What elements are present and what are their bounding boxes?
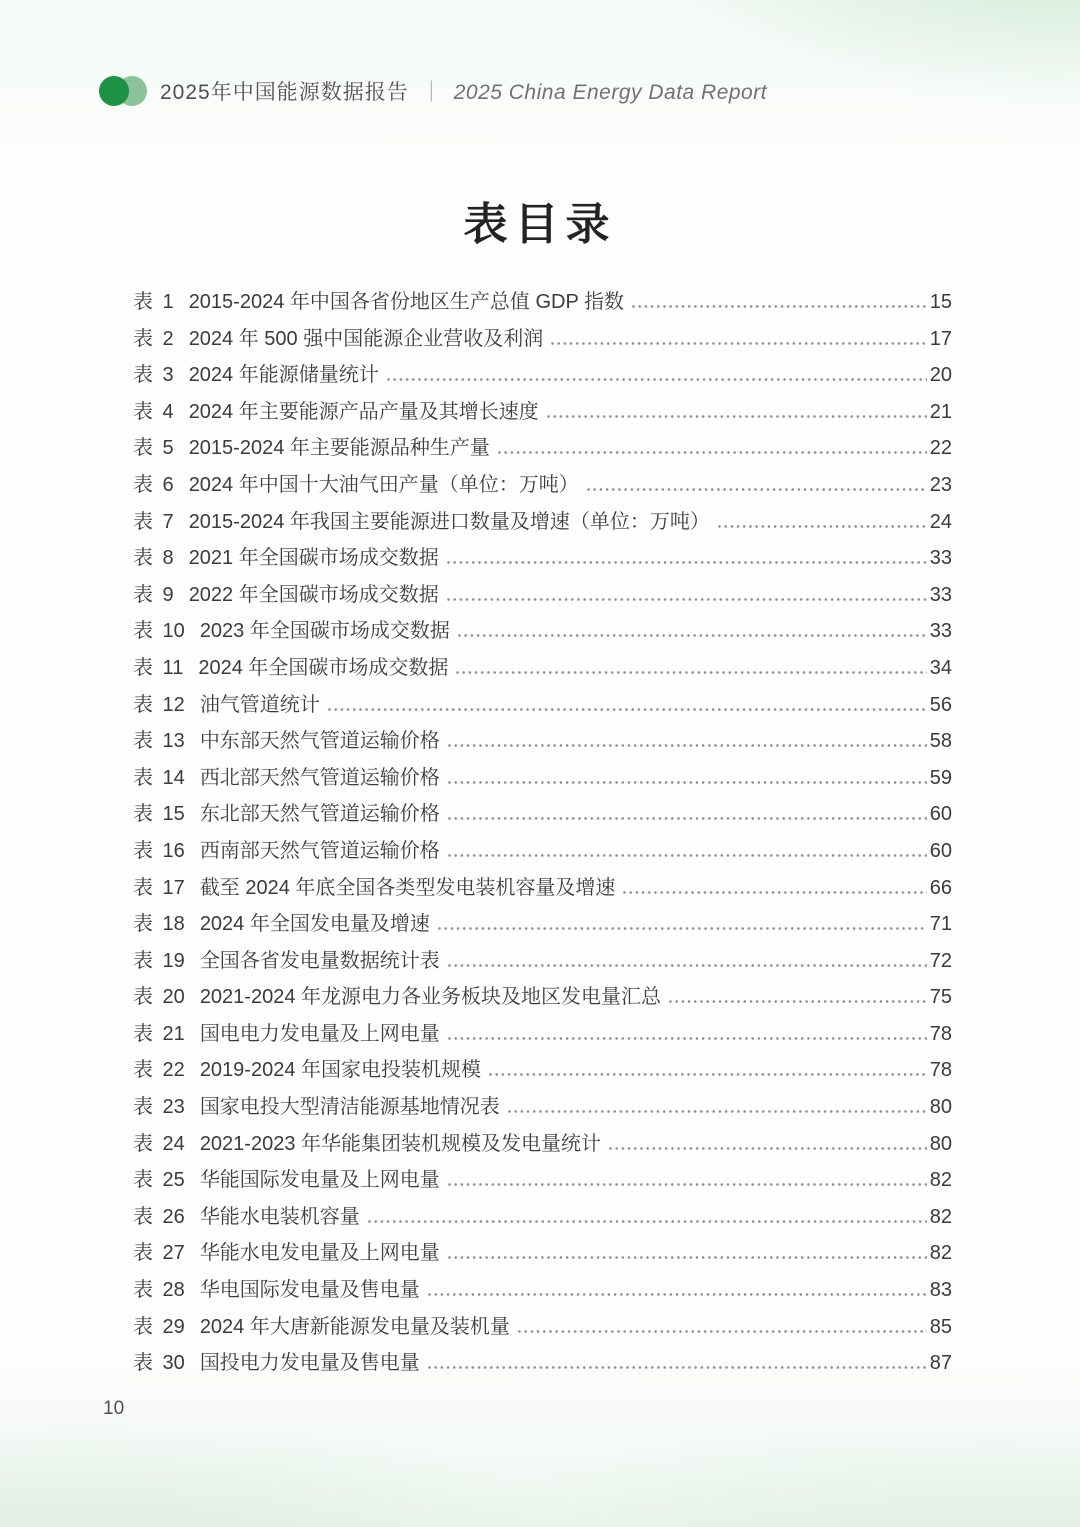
toc-entry-label: 表 21 xyxy=(133,1022,185,1045)
toc-entry-label: 表 22 xyxy=(133,1059,185,1082)
toc-entry-title: 2015-2024 年我国主要能源进口数量及增速（单位：万吨） xyxy=(188,510,710,533)
dot-leader xyxy=(458,634,927,637)
toc-entry xyxy=(133,687,952,724)
dot-leader xyxy=(609,1147,927,1150)
toc-entry-label: 表 5 xyxy=(133,437,174,460)
toc-entry xyxy=(133,540,952,577)
toc-entry-label: 表 27 xyxy=(133,1242,185,1265)
title-divider: ｜ xyxy=(420,81,442,104)
toc-entry-page-number: 66 xyxy=(929,876,952,899)
dot-leader xyxy=(387,378,927,381)
report-title-zh: 2025年中国能源数据报告 xyxy=(160,81,409,104)
toc-entry-title: 2021-2023 年华能集团装机规模及发电量统计 xyxy=(199,1132,602,1155)
dot-leader xyxy=(448,781,927,784)
toc-entry-title: 国投电力发电量及售电量 xyxy=(199,1352,420,1375)
toc-entry xyxy=(133,613,952,650)
toc-entry-title: 中东部天然气管道运输价格 xyxy=(199,730,440,753)
toc-entry xyxy=(133,943,952,980)
dot-leader xyxy=(428,1293,927,1296)
toc-entry-title: 全国各省发电量数据统计表 xyxy=(199,949,440,972)
toc-entry-label: 表 28 xyxy=(133,1279,185,1302)
toc-entry-page-number: 33 xyxy=(929,583,952,606)
dot-leader xyxy=(448,1037,927,1040)
toc-entry-page-number: 78 xyxy=(929,1022,952,1045)
toc-entry-label: 表 12 xyxy=(133,693,185,716)
dot-leader xyxy=(328,708,927,711)
page-header xyxy=(99,76,767,106)
toc-entry xyxy=(133,1016,952,1053)
toc-entry-page-number: 21 xyxy=(929,400,952,423)
toc-entry-page-number: 83 xyxy=(929,1279,952,1302)
toc-entry-page-number: 72 xyxy=(929,949,952,972)
toc-entry-title: 国电电力发电量及上网电量 xyxy=(199,1022,440,1045)
toc-entry xyxy=(133,1089,952,1126)
toc-entry-page-number: 80 xyxy=(929,1096,952,1119)
dot-leader xyxy=(447,561,927,564)
toc-entry-label: 表 18 xyxy=(133,913,185,936)
toc-entry-label: 表 30 xyxy=(133,1352,185,1375)
dot-leader xyxy=(448,964,927,967)
toc-entry-label: 表 26 xyxy=(133,1205,185,1228)
toc-entry xyxy=(133,1199,952,1236)
toc-entry xyxy=(133,321,952,358)
toc-entry xyxy=(133,430,952,467)
toc-entry-label: 表 19 xyxy=(133,949,185,972)
report-header-title xyxy=(160,76,767,106)
toc-entry-page-number: 23 xyxy=(929,473,952,496)
toc-entry-label: 表 13 xyxy=(133,730,185,753)
toc-entry xyxy=(133,504,952,541)
toc-entry-page-number: 60 xyxy=(929,839,952,862)
dot-leader xyxy=(448,744,927,747)
toc-entry-title: 西南部天然气管道运输价格 xyxy=(199,839,440,862)
toc-entry-label: 表 29 xyxy=(133,1315,185,1338)
toc-entry-title: 2024 年中国十大油气田产量（单位：万吨） xyxy=(188,473,579,496)
toc-entry xyxy=(133,1309,952,1346)
toc-entry-title: 2022 年全国碳市场成交数据 xyxy=(188,583,439,606)
toc-entry-label: 表 15 xyxy=(133,803,185,826)
page-number: 10 xyxy=(103,1398,125,1419)
dot-leader xyxy=(428,1366,927,1369)
toc-entry-page-number: 33 xyxy=(929,620,952,643)
dot-leader xyxy=(551,342,927,345)
toc-entry-label: 表 14 xyxy=(133,766,185,789)
toc-entry-page-number: 82 xyxy=(929,1169,952,1192)
toc-entry xyxy=(133,577,952,614)
toc-entry-title: 2021-2024 年龙源电力各业务板块及地区发电量汇总 xyxy=(199,986,662,1009)
toc-list xyxy=(133,284,952,1382)
toc-entry-page-number: 33 xyxy=(929,547,952,570)
toc-entry-page-number: 80 xyxy=(929,1132,952,1155)
report-title-en: 2025 China Energy Data Report xyxy=(453,81,768,104)
toc-entry-page-number: 82 xyxy=(929,1242,952,1265)
toc-entry-title: 华电国际发电量及售电量 xyxy=(199,1279,420,1302)
toc-entry xyxy=(133,650,952,687)
toc-entry-title: 2023 年全国碳市场成交数据 xyxy=(199,620,450,643)
toc-entry xyxy=(133,906,952,943)
toc-entry-label: 表 20 xyxy=(133,986,185,1009)
toc-entry-title: 东北部天然气管道运输价格 xyxy=(199,803,440,826)
toc-entry xyxy=(133,357,952,394)
toc-entry-title: 华能水电装机容量 xyxy=(199,1205,360,1228)
toc-entry-title: 西北部天然气管道运输价格 xyxy=(199,766,440,789)
toc-entry-label: 表 7 xyxy=(133,510,174,533)
toc-entry-label: 表 3 xyxy=(133,364,174,387)
logo-circle-dark-icon xyxy=(99,76,129,106)
toc-entry-label: 表 8 xyxy=(133,547,174,570)
toc-entry-label: 表 1 xyxy=(133,291,174,313)
toc-entry-label: 表 10 xyxy=(133,620,185,643)
toc-entry-page-number: 59 xyxy=(929,766,952,789)
dot-leader xyxy=(508,1110,927,1113)
toc-entry-title: 2015-2024 年主要能源品种生产量 xyxy=(188,437,490,460)
toc-entry-page-number: 82 xyxy=(929,1205,952,1228)
dot-leader xyxy=(368,1220,927,1223)
toc-entry xyxy=(133,467,952,504)
toc-entry xyxy=(133,284,952,321)
toc-entry-title: 2024 年大唐新能源发电量及装机量 xyxy=(199,1315,510,1338)
toc-entry-page-number: 87 xyxy=(929,1352,952,1375)
toc-entry-title: 油气管道统计 xyxy=(199,693,320,716)
report-logo-icon xyxy=(99,76,147,106)
toc-entry-label: 表 17 xyxy=(133,876,185,899)
dot-leader xyxy=(632,305,927,308)
dot-leader xyxy=(498,451,927,454)
toc-entry-title: 2024 年全国发电量及增速 xyxy=(199,913,430,936)
toc-entry-title: 国家电投大型清洁能源基地情况表 xyxy=(199,1096,500,1119)
toc-entry-page-number: 60 xyxy=(929,803,952,826)
toc-entry-title: 2024 年能源储量统计 xyxy=(188,364,379,387)
dot-leader xyxy=(587,488,927,491)
toc-entry-title: 2021 年全国碳市场成交数据 xyxy=(188,547,439,570)
toc-entry-label: 表 11 xyxy=(133,656,184,679)
toc-entry-label: 表 6 xyxy=(133,473,174,496)
toc-entry-page-number: 71 xyxy=(929,913,952,936)
dot-leader xyxy=(489,1073,927,1076)
dot-leader xyxy=(518,1330,927,1333)
toc-entry-label: 表 25 xyxy=(133,1169,185,1192)
dot-leader xyxy=(456,671,926,674)
toc-entry-title: 2024 年主要能源产品产量及其增长速度 xyxy=(188,400,539,423)
toc-entry xyxy=(133,1345,952,1382)
toc-entry xyxy=(133,870,952,907)
dot-leader xyxy=(448,854,927,857)
toc-entry xyxy=(133,723,952,760)
dot-leader xyxy=(669,1000,927,1003)
toc-entry-label: 表 23 xyxy=(133,1096,185,1119)
dot-leader xyxy=(447,598,927,601)
toc-entry-title: 2024 年全国碳市场成交数据 xyxy=(198,656,449,679)
toc-entry-page-number: 17 xyxy=(929,327,952,350)
toc-entry-page-number: 85 xyxy=(929,1315,952,1338)
toc-entry-label: 表 9 xyxy=(133,583,174,606)
toc-entry-page-number: 22 xyxy=(929,437,952,460)
toc-entry-page-number: 78 xyxy=(929,1059,952,1082)
toc-entry xyxy=(133,394,952,431)
dot-leader xyxy=(623,891,926,894)
toc-entry xyxy=(133,796,952,833)
dot-leader xyxy=(438,927,927,930)
dot-leader xyxy=(448,1183,927,1186)
toc-entry-title: 2024 年 500 强中国能源企业营收及利润 xyxy=(188,327,544,350)
dot-leader xyxy=(448,1256,927,1259)
toc-entry-page-number: 15 xyxy=(929,291,952,313)
toc-entry-title: 2019-2024 年国家电投装机规模 xyxy=(199,1059,482,1082)
dot-leader xyxy=(547,415,927,418)
toc-entry xyxy=(133,1126,952,1163)
toc-entry xyxy=(133,1052,952,1089)
page-title: 表目录 xyxy=(463,200,617,249)
toc-entry-label: 表 4 xyxy=(133,400,174,423)
toc-entry-page-number: 20 xyxy=(929,364,952,387)
toc-entry-label: 表 2 xyxy=(133,327,174,350)
toc-entry-page-number: 75 xyxy=(929,986,952,1009)
toc-entry-page-number: 34 xyxy=(929,656,952,679)
toc-entry-page-number: 56 xyxy=(929,693,952,716)
toc-entry xyxy=(133,1235,952,1272)
toc-entry-page-number: 24 xyxy=(929,510,952,533)
dot-leader xyxy=(718,525,927,528)
toc-entry-label: 表 24 xyxy=(133,1132,185,1155)
toc-entry-title: 华能水电发电量及上网电量 xyxy=(199,1242,440,1265)
dot-leader xyxy=(448,817,927,820)
toc-entry-title: 截至 2024 年底全国各类型发电装机容量及增速 xyxy=(199,876,616,899)
toc-entry-page-number: 58 xyxy=(929,730,952,753)
toc-entry-label: 表 16 xyxy=(133,839,185,862)
toc-entry-title: 华能国际发电量及上网电量 xyxy=(199,1169,440,1192)
toc-entry xyxy=(133,1272,952,1309)
toc-entry xyxy=(133,979,952,1016)
toc-entry-title: 2015-2024 年中国各省份地区生产总值 GDP 指数 xyxy=(188,291,624,313)
toc-entry xyxy=(133,1162,952,1199)
toc-entry xyxy=(133,760,952,797)
toc-entry xyxy=(133,833,952,870)
